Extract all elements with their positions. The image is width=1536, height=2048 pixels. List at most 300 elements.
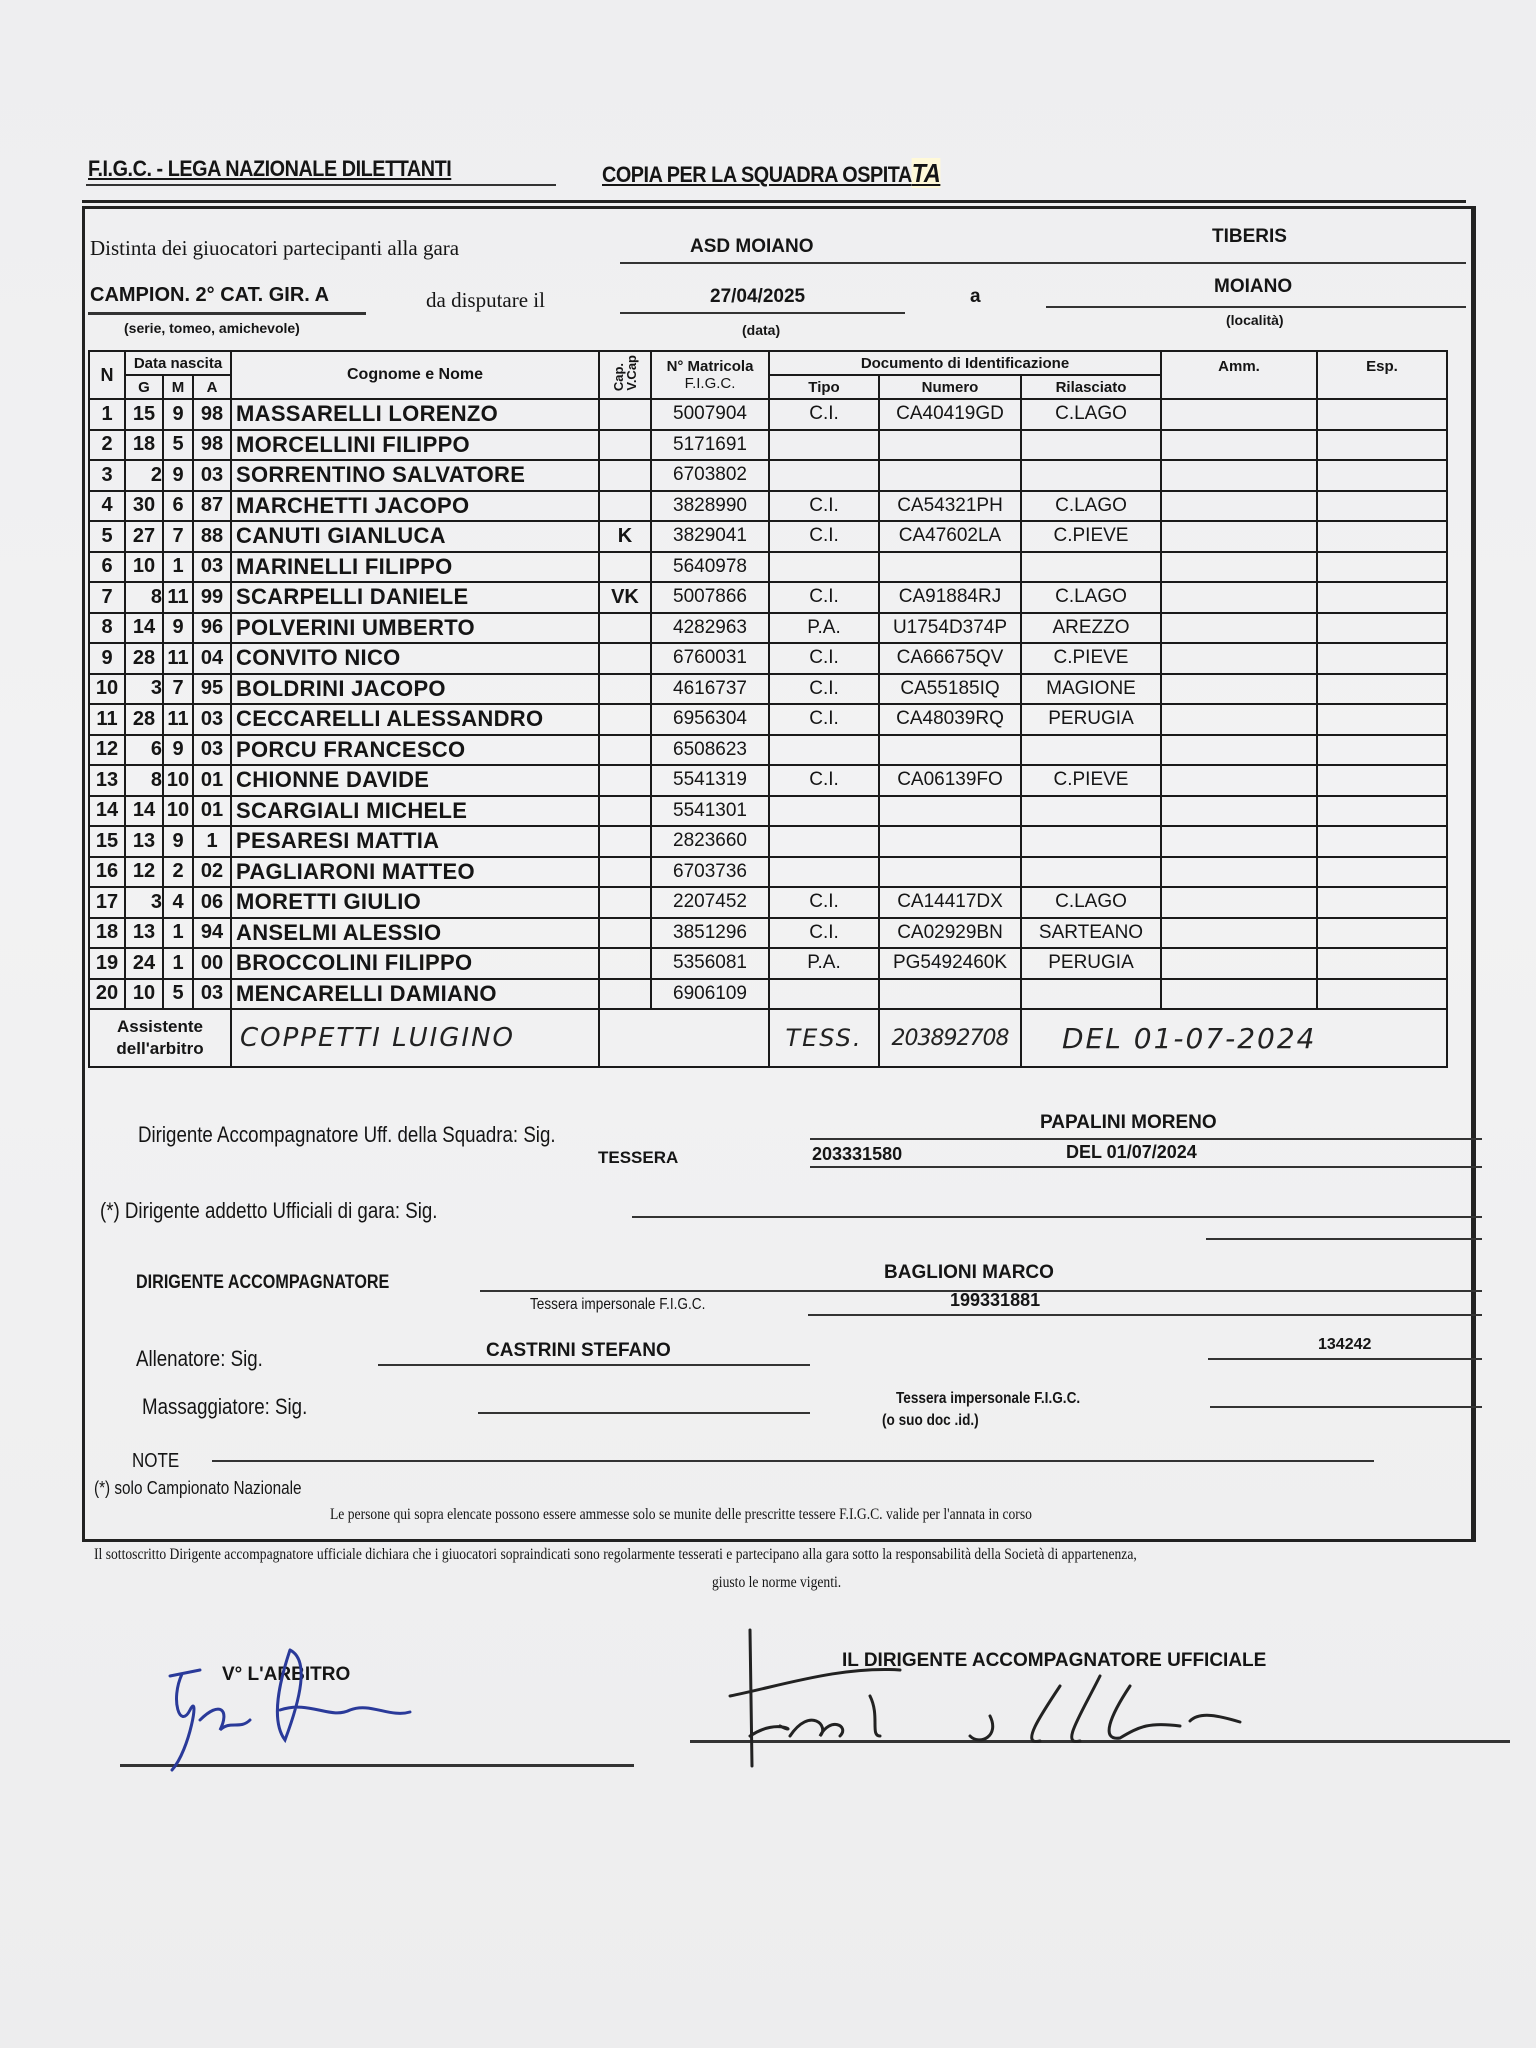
home-team: ASD MOIANO — [690, 236, 814, 257]
cell-m: 1 — [163, 552, 193, 583]
cell-g: 8 — [125, 582, 163, 613]
cell-tipo — [769, 796, 879, 827]
cell-m: 4 — [163, 887, 193, 918]
cell-tipo: C.I. — [769, 704, 879, 735]
team-line — [620, 262, 1466, 264]
cell-cap — [599, 552, 651, 583]
cell-numero: CA48039RQ — [879, 704, 1021, 735]
player-row — [89, 979, 1447, 1010]
cell-m: 7 — [163, 521, 193, 552]
cell-numero: CA06139FO — [879, 765, 1021, 796]
cell-rilasciato — [1021, 857, 1161, 888]
cell-tipo: C.I. — [769, 887, 879, 918]
vcap-label: V.Cap — [624, 355, 639, 391]
cell-name: BROCCOLINI FILIPPO — [231, 948, 599, 979]
cell-amm[interactable] — [1161, 491, 1317, 522]
cell-g: 3 — [125, 887, 163, 918]
cell-g: 12 — [125, 857, 163, 888]
at-label: a — [970, 286, 981, 307]
assistant-label — [89, 1009, 231, 1067]
cell-a: 00 — [193, 948, 231, 979]
allenatore-label: Allenatore: Sig. — [136, 1346, 263, 1371]
col-birth: Data nascita — [125, 351, 231, 375]
cell-tipo: C.I. — [769, 399, 879, 430]
cell-matricola: 3851296 — [651, 918, 769, 949]
cell-matricola: 6906109 — [651, 979, 769, 1010]
cell-rilasciato: PERUGIA — [1021, 948, 1161, 979]
dirigente-uff-name: PAPALINI MORENO — [1040, 1112, 1217, 1133]
assistant-label-2: dell'arbitro — [116, 1039, 204, 1058]
massaggiatore-line — [478, 1412, 810, 1414]
copy-title-text: COPIA PER LA SQUADRA OSPITA — [602, 162, 912, 187]
cell-esp[interactable] — [1317, 552, 1447, 583]
cell-matricola: 3829041 — [651, 521, 769, 552]
cell-rilasciato: C.LAGO — [1021, 582, 1161, 613]
massaggiatore-label: Massaggiatore: Sig. — [142, 1394, 308, 1419]
cell-a: 03 — [193, 735, 231, 766]
cell-m: 10 — [163, 796, 193, 827]
dirigente-uff-line — [810, 1138, 1482, 1140]
cell-g: 28 — [125, 643, 163, 674]
cell-esp[interactable] — [1317, 948, 1447, 979]
cell-a: 88 — [193, 521, 231, 552]
assistant-row — [89, 1009, 1447, 1067]
competition: CAMPION. 2° CAT. GIR. A — [90, 284, 330, 306]
cell-name: MASSARELLI LORENZO — [231, 399, 599, 430]
cell-a: 02 — [193, 857, 231, 888]
cell-m: 1 — [163, 918, 193, 949]
player-row — [89, 399, 1447, 430]
cell-m: 9 — [163, 399, 193, 430]
cell-numero — [879, 735, 1021, 766]
cell-numero — [879, 979, 1021, 1010]
allenatore-number-line — [1208, 1358, 1482, 1360]
date-line — [620, 312, 905, 314]
cell-numero: CA55185IQ — [879, 674, 1021, 705]
cell-numero: CA40419GD — [879, 399, 1021, 430]
cell-esp[interactable] — [1317, 826, 1447, 857]
cell-cap — [599, 491, 651, 522]
cell-esp[interactable] — [1317, 643, 1447, 674]
cell-m: 9 — [163, 460, 193, 491]
cell-matricola: 5541301 — [651, 796, 769, 827]
cell-numero — [879, 460, 1021, 491]
cell-numero: CA14417DX — [879, 887, 1021, 918]
cell-a: 95 — [193, 674, 231, 705]
col-g: G — [125, 375, 163, 399]
player-row — [89, 796, 1447, 827]
cell-a: 98 — [193, 430, 231, 461]
cell-m: 9 — [163, 613, 193, 644]
tessera-imp-label-2: Tessera impersonale F.I.G.C. — [896, 1390, 1081, 1407]
cell-rilasciato: C.PIEVE — [1021, 643, 1161, 674]
cell-name: BOLDRINI JACOPO — [231, 674, 599, 705]
cell-numero: CA91884RJ — [879, 582, 1021, 613]
tessera-number: 203331580 — [812, 1144, 903, 1164]
dirigente-acc-name: BAGLIONI MARCO — [884, 1262, 1054, 1283]
cell-a: 01 — [193, 796, 231, 827]
col-cap — [599, 351, 651, 399]
cell-name: CHIONNE DAVIDE — [231, 765, 599, 796]
cell-cap — [599, 918, 651, 949]
cell-esp[interactable] — [1317, 735, 1447, 766]
cell-amm[interactable] — [1161, 735, 1317, 766]
cell-amm[interactable] — [1161, 796, 1317, 827]
cell-matricola: 4282963 — [651, 613, 769, 644]
allenatore-name: CASTRINI STEFANO — [486, 1340, 671, 1361]
cell-rilasciato — [1021, 460, 1161, 491]
col-matricola — [651, 351, 769, 399]
cell-name: CANUTI GIANLUCA — [231, 521, 599, 552]
cell-cap — [599, 765, 651, 796]
cell-name: ANSELMI ALESSIO — [231, 918, 599, 949]
col-amm: Amm. — [1161, 351, 1317, 399]
cell-esp[interactable] — [1317, 857, 1447, 888]
addetto-line-2 — [1206, 1238, 1482, 1240]
cell-n: 14 — [89, 796, 125, 827]
allenatore-number: 134242 — [1318, 1336, 1372, 1353]
cell-g: 2 — [125, 460, 163, 491]
col-numero: Numero — [879, 375, 1021, 399]
cell-n: 5 — [89, 521, 125, 552]
cell-amm[interactable] — [1161, 613, 1317, 644]
cell-tipo: C.I. — [769, 674, 879, 705]
cell-n: 11 — [89, 704, 125, 735]
cell-matricola: 6703802 — [651, 460, 769, 491]
copy-title — [602, 158, 940, 189]
cell-matricola: 3828990 — [651, 491, 769, 522]
player-row — [89, 887, 1447, 918]
cell-name: POLVERINI UMBERTO — [231, 613, 599, 644]
cell-n: 1 — [89, 399, 125, 430]
player-row — [89, 521, 1447, 552]
doc-id-label: (o suo doc .id.) — [882, 1412, 979, 1429]
cell-numero: CA66675QV — [879, 643, 1021, 674]
cell-m: 9 — [163, 826, 193, 857]
cell-n: 15 — [89, 826, 125, 857]
cell-a: 03 — [193, 704, 231, 735]
cell-rilasciato: MAGIONE — [1021, 674, 1161, 705]
cell-amm[interactable] — [1161, 399, 1317, 430]
cell-name: CONVITO NICO — [231, 643, 599, 674]
cell-name: PAGLIARONI MATTEO — [231, 857, 599, 888]
cell-esp[interactable] — [1317, 613, 1447, 644]
cell-esp[interactable] — [1317, 704, 1447, 735]
assistant-blank — [599, 1009, 769, 1067]
cell-name: PORCU FRANCESCO — [231, 735, 599, 766]
cell-rilasciato — [1021, 979, 1161, 1010]
cell-g: 6 — [125, 735, 163, 766]
cell-matricola: 5541319 — [651, 765, 769, 796]
cell-rilasciato — [1021, 552, 1161, 583]
player-row — [89, 582, 1447, 613]
cell-amm[interactable] — [1161, 887, 1317, 918]
dirigente-acc-label: DIRIGENTE ACCOMPAGNATORE — [136, 1272, 390, 1293]
cell-cap — [599, 948, 651, 979]
cell-m: 10 — [163, 765, 193, 796]
cell-rilasciato — [1021, 826, 1161, 857]
cell-esp[interactable] — [1317, 521, 1447, 552]
addetto-line — [632, 1216, 1482, 1218]
player-row — [89, 613, 1447, 644]
referee-label: V° L'ARBITRO — [222, 1664, 351, 1685]
cell-tipo — [769, 735, 879, 766]
cell-n: 7 — [89, 582, 125, 613]
cell-numero — [879, 826, 1021, 857]
cell-a: 06 — [193, 887, 231, 918]
cell-matricola: 5007904 — [651, 399, 769, 430]
cell-matricola: 4616737 — [651, 674, 769, 705]
cell-cap — [599, 460, 651, 491]
cell-g: 14 — [125, 613, 163, 644]
cell-n: 10 — [89, 674, 125, 705]
cell-esp[interactable] — [1317, 887, 1447, 918]
col-m: M — [163, 375, 193, 399]
cell-tipo: C.I. — [769, 918, 879, 949]
cell-a: 03 — [193, 979, 231, 1010]
persone-note: Le persone qui sopra elencate possono essere ammesse solo se munite delle prescritte tessere F.I.G.C. valide per l'annata in corso — [330, 1506, 1032, 1523]
cell-tipo — [769, 552, 879, 583]
away-team: TIBERIS — [1212, 226, 1287, 247]
cell-amm[interactable] — [1161, 430, 1317, 461]
cell-amm[interactable] — [1161, 765, 1317, 796]
player-row — [89, 918, 1447, 949]
cell-a: 01 — [193, 765, 231, 796]
cell-a: 03 — [193, 552, 231, 583]
cell-matricola: 6508623 — [651, 735, 769, 766]
cell-esp[interactable] — [1317, 796, 1447, 827]
cell-m: 5 — [163, 430, 193, 461]
player-row — [89, 857, 1447, 888]
cell-amm[interactable] — [1161, 857, 1317, 888]
cell-cap — [599, 826, 651, 857]
col-esp: Esp. — [1317, 351, 1447, 399]
cell-g: 27 — [125, 521, 163, 552]
cell-g: 28 — [125, 704, 163, 735]
cell-a: 87 — [193, 491, 231, 522]
cell-rilasciato — [1021, 796, 1161, 827]
cell-rilasciato: PERUGIA — [1021, 704, 1161, 735]
player-rows — [89, 399, 1447, 1009]
cap-label: Cap. — [611, 362, 626, 391]
cell-n: 3 — [89, 460, 125, 491]
cell-amm[interactable] — [1161, 552, 1317, 583]
cell-m: 7 — [163, 674, 193, 705]
cell-amm[interactable] — [1161, 521, 1317, 552]
cell-amm[interactable] — [1161, 826, 1317, 857]
cell-m: 11 — [163, 582, 193, 613]
player-row — [89, 948, 1447, 979]
manager-label: IL DIRIGENTE ACCOMPAGNATORE UFFICIALE — [842, 1650, 1267, 1671]
cell-amm[interactable] — [1161, 582, 1317, 613]
cell-amm[interactable] — [1161, 704, 1317, 735]
player-row — [89, 491, 1447, 522]
allenatore-line — [378, 1364, 810, 1366]
cell-amm[interactable] — [1161, 948, 1317, 979]
header-row — [89, 351, 1447, 375]
cell-cap — [599, 430, 651, 461]
cell-name: MENCARELLI DAMIANO — [231, 979, 599, 1010]
cell-tipo: C.I. — [769, 521, 879, 552]
matricola-line1: N° Matricola — [666, 358, 754, 375]
player-row — [89, 430, 1447, 461]
col-a: A — [193, 375, 231, 399]
cell-a: 96 — [193, 613, 231, 644]
cell-m: 11 — [163, 704, 193, 735]
cell-g: 15 — [125, 399, 163, 430]
cell-tipo: C.I. — [769, 491, 879, 522]
cell-name: SCARGIALI MICHELE — [231, 796, 599, 827]
cell-n: 17 — [89, 887, 125, 918]
cell-g: 14 — [125, 796, 163, 827]
cell-n: 18 — [89, 918, 125, 949]
cell-numero: CA54321PH — [879, 491, 1021, 522]
cell-n: 8 — [89, 613, 125, 644]
cell-m: 6 — [163, 491, 193, 522]
cell-m: 11 — [163, 643, 193, 674]
cell-rilasciato: C.LAGO — [1021, 887, 1161, 918]
cell-numero — [879, 552, 1021, 583]
cell-esp[interactable] — [1317, 979, 1447, 1010]
player-row — [89, 826, 1447, 857]
cell-rilasciato: AREZZO — [1021, 613, 1161, 644]
cell-numero — [879, 430, 1021, 461]
title-underline — [86, 184, 556, 186]
distinta-label: Distinta dei giuocatori partecipanti alla gara — [90, 236, 460, 260]
figc-title: F.I.G.C. - LEGA NAZIONALE DILETTANTI — [88, 156, 452, 181]
cell-rilasciato — [1021, 735, 1161, 766]
cell-cap: K — [599, 521, 651, 552]
assistant-tess-number: 203892708 — [879, 1009, 1021, 1067]
player-row — [89, 552, 1447, 583]
cell-esp[interactable] — [1317, 430, 1447, 461]
cell-tipo: C.I. — [769, 643, 879, 674]
cell-m: 2 — [163, 857, 193, 888]
massaggiatore-number-line — [1210, 1406, 1482, 1408]
cell-tipo: P.A. — [769, 948, 879, 979]
player-row — [89, 735, 1447, 766]
cell-esp[interactable] — [1317, 399, 1447, 430]
cell-m: 1 — [163, 948, 193, 979]
assistant-label-1: Assistente — [117, 1017, 203, 1036]
cell-a: 04 — [193, 643, 231, 674]
cell-esp[interactable] — [1317, 491, 1447, 522]
cell-cap — [599, 979, 651, 1010]
dirigente-acc-number-line — [808, 1314, 1482, 1316]
cell-name: SCARPELLI DANIELE — [231, 582, 599, 613]
cell-tipo — [769, 430, 879, 461]
cell-n: 6 — [89, 552, 125, 583]
cell-name: SORRENTINO SALVATORE — [231, 460, 599, 491]
cell-esp[interactable] — [1317, 765, 1447, 796]
top-rule — [82, 200, 1466, 203]
cell-esp[interactable] — [1317, 460, 1447, 491]
cell-cap — [599, 643, 651, 674]
note-label: NOTE — [132, 1450, 180, 1472]
cell-name: CECCARELLI ALESSANDRO — [231, 704, 599, 735]
cell-n: 16 — [89, 857, 125, 888]
note-line — [212, 1460, 1374, 1462]
manager-signature — [720, 1626, 1480, 1776]
cell-matricola: 2823660 — [651, 826, 769, 857]
assistant-name: COPPETTI LUIGINO — [231, 1009, 599, 1067]
tessera-date: DEL 01/07/2024 — [1066, 1142, 1197, 1162]
cell-numero: CA47602LA — [879, 521, 1021, 552]
cell-tipo: P.A. — [769, 613, 879, 644]
col-n: N — [89, 351, 125, 399]
cell-tipo: C.I. — [769, 582, 879, 613]
cell-matricola: 6703736 — [651, 857, 769, 888]
assistant-tess-label: TESS. — [769, 1009, 879, 1067]
col-tipo: Tipo — [769, 375, 879, 399]
match-date: 27/04/2025 — [710, 286, 806, 307]
cell-cap — [599, 613, 651, 644]
tessera-label: TESSERA — [598, 1148, 679, 1167]
cell-n: 2 — [89, 430, 125, 461]
cell-rilasciato: C.LAGO — [1021, 399, 1161, 430]
cell-numero: CA02929BN — [879, 918, 1021, 949]
cell-name: MORCELLINI FILIPPO — [231, 430, 599, 461]
cell-amm[interactable] — [1161, 979, 1317, 1010]
cell-n: 13 — [89, 765, 125, 796]
player-row — [89, 643, 1447, 674]
tessera-imp-label: Tessera impersonale F.I.G.C. — [530, 1296, 706, 1313]
cell-a: 99 — [193, 582, 231, 613]
cell-g: 13 — [125, 826, 163, 857]
declaration-line2: giusto le norme vigenti. — [712, 1574, 842, 1591]
player-row — [89, 765, 1447, 796]
col-rilasciato: Rilasciato — [1021, 375, 1161, 399]
col-name: Cognome e Nome — [231, 351, 599, 399]
cell-rilasciato: C.PIEVE — [1021, 765, 1161, 796]
cell-amm[interactable] — [1161, 918, 1317, 949]
cell-g: 13 — [125, 918, 163, 949]
cell-cap — [599, 796, 651, 827]
cell-n: 4 — [89, 491, 125, 522]
location-line — [1046, 306, 1466, 308]
cell-rilasciato: C.LAGO — [1021, 491, 1161, 522]
cell-n: 20 — [89, 979, 125, 1010]
cell-amm[interactable] — [1161, 643, 1317, 674]
players-table — [88, 350, 1448, 1068]
cell-name: PESARESI MATTIA — [231, 826, 599, 857]
cell-amm[interactable] — [1161, 674, 1317, 705]
player-row — [89, 704, 1447, 735]
cell-tipo — [769, 826, 879, 857]
cell-esp[interactable] — [1317, 674, 1447, 705]
cell-matricola: 5171691 — [651, 430, 769, 461]
location: MOIANO — [1214, 276, 1293, 297]
cell-matricola: 5007866 — [651, 582, 769, 613]
cell-matricola: 6956304 — [651, 704, 769, 735]
cell-esp[interactable] — [1317, 918, 1447, 949]
cell-esp[interactable] — [1317, 582, 1447, 613]
cell-g: 30 — [125, 491, 163, 522]
cell-tipo — [769, 857, 879, 888]
date-caption: (data) — [742, 322, 781, 338]
cell-matricola: 5640978 — [651, 552, 769, 583]
cell-m: 5 — [163, 979, 193, 1010]
competition-caption: (serie, tomeo, amichevole) — [124, 320, 300, 336]
cell-cap — [599, 857, 651, 888]
cell-n: 9 — [89, 643, 125, 674]
referee-signature — [160, 1640, 520, 1780]
cell-numero: PG5492460K — [879, 948, 1021, 979]
cell-amm[interactable] — [1161, 460, 1317, 491]
player-row — [89, 460, 1447, 491]
location-caption: (località) — [1226, 312, 1284, 328]
cell-cap: VK — [599, 582, 651, 613]
